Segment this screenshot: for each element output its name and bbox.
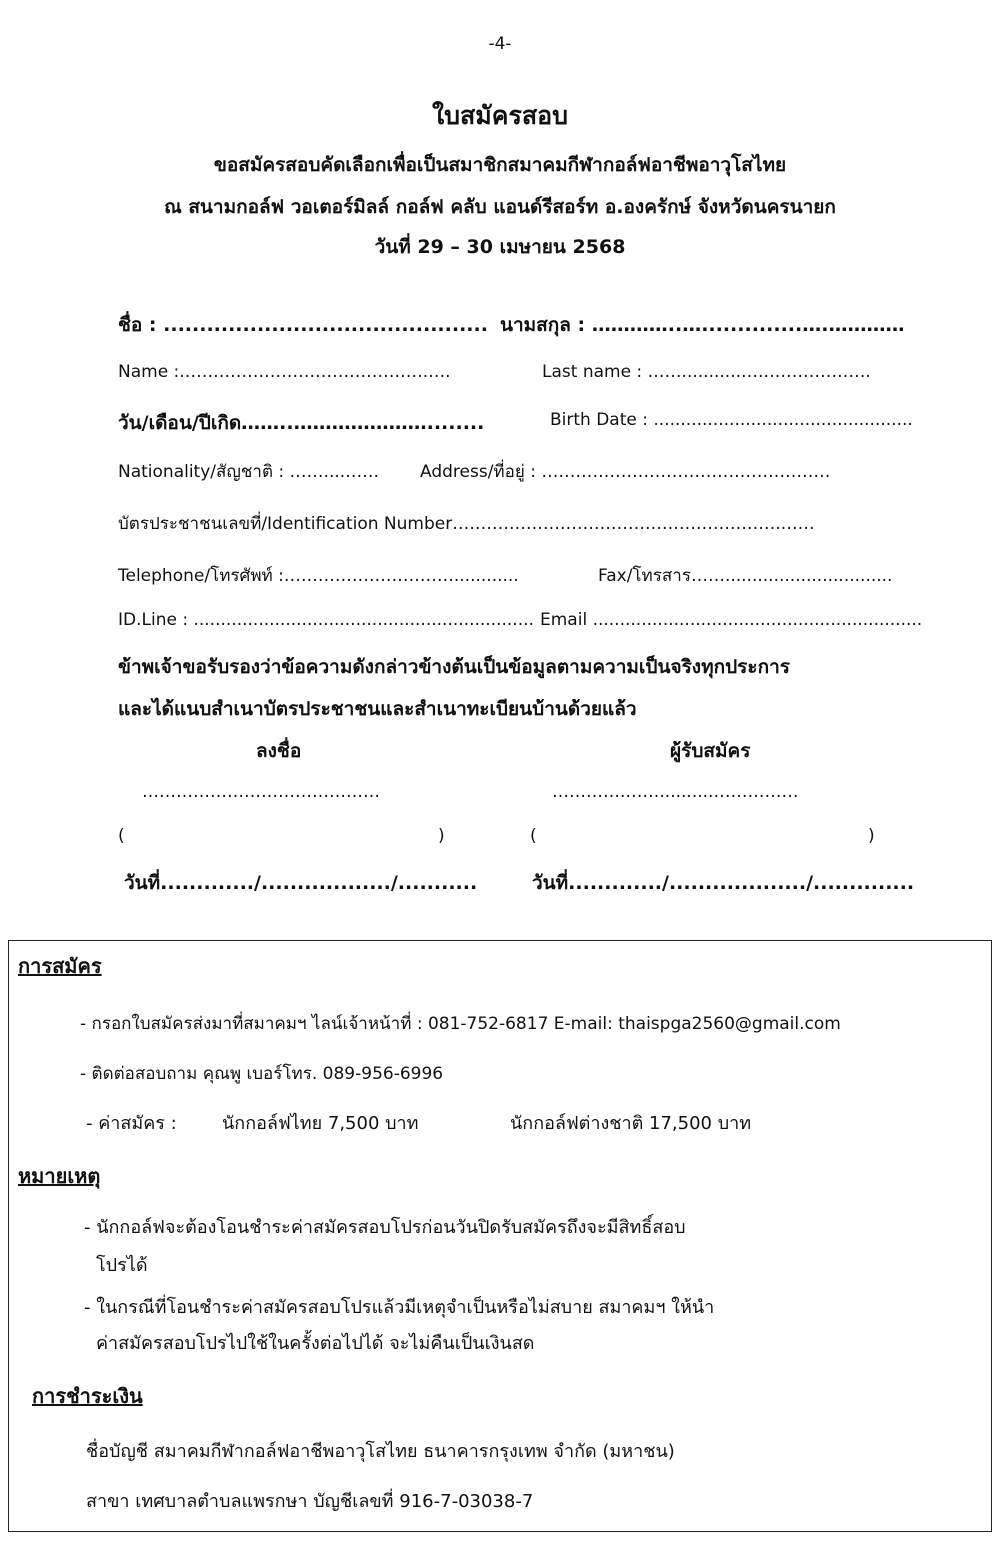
fee-foreign: นักกอล์ฟต่างชาติ 17,500 บาท (510, 1113, 752, 1134)
note-line-1: - นักกอล์ฟจะต้องโอนชำระค่าสมัครสอบโปรก่อนวันปิดรับสมัครถึงจะมีสิทธิ์สอบ (84, 1217, 686, 1238)
subtitle-line-3: วันที่ 29 – 30 เมษายน 2568 (374, 236, 626, 258)
id-number-field[interactable]: บัตรประชาชนเลขที่/Identification Number………………………………………………….…… (118, 514, 815, 534)
fee-thai: นักกอล์ฟไทย 7,500 บาท (222, 1113, 419, 1134)
telephone-field[interactable]: Telephone/โทรศัพท์ :…………………………............ (118, 566, 519, 586)
payment-heading: การชำระเงิน (32, 1384, 143, 1408)
last-name-en-field[interactable]: Last name : ……...........….………………. (542, 362, 871, 382)
last-name-th-field[interactable]: นามสกุล : …………..…..............….………… (500, 314, 905, 336)
form-title: ใบสมัครสอบ (431, 101, 569, 130)
payment-branch: สาขา เทศบาลตำบลแพรกษา บัญชีเลขที่ 916-7-03038-7 (86, 1491, 534, 1512)
apply-item-2: - ติดต่อสอบถาม คุณพู เบอร์โทร. 089-956-6996 (80, 1064, 444, 1084)
apply-heading: การสมัคร (18, 954, 102, 978)
payment-account: ชื่อบัญชี สมาคมกีฬากอล์ฟอาชีพอาวุโสไทย ธนาคารกรุงเทพ จำกัด (มหาชน) (86, 1441, 675, 1462)
apply-item-1: - กรอกใบสมัครส่งมาที่สมาคมฯ ไลน์เจ้าหน้าที่ : 081-752-6817 E-mail: thaispga2560@gmail.com (80, 1014, 841, 1034)
birth-date-th-field[interactable]: วัน/เดือน/ปีเกิด……..…………………........ (118, 412, 485, 434)
receiver-label: ผู้รับสมัคร (670, 740, 751, 762)
first-name-en-field[interactable]: Name :.…………………………………….…. (118, 362, 451, 382)
applicant-date-field[interactable]: วันที่............./................../........... (124, 872, 478, 894)
nationality-field[interactable]: Nationality/สัญชาติ : ……....…… (118, 462, 380, 482)
address-field[interactable]: Address/ที่อยู่ : …………………………………………… (420, 462, 831, 482)
line-id-field[interactable]: ID.Line : ............................................................... (118, 610, 534, 630)
receiver-name-paren-close: ) (868, 826, 875, 846)
applicant-signature-line[interactable]: …………………………………… (142, 782, 380, 802)
first-name-th-field[interactable]: ชื่อ : ............................................. (118, 314, 488, 336)
page-number: -4- (488, 34, 512, 54)
subtitle-line-2: ณ สนามกอล์ฟ วอเตอร์มิลล์ กอล์ฟ คลับ แอนด์รีสอร์ท อ.องครักษ์ จังหวัดนครนายก (164, 196, 836, 218)
sign-label: ลงชื่อ (256, 740, 302, 762)
receiver-date-field[interactable]: วันที่............./.................../.............. (532, 872, 915, 894)
email-field[interactable]: Email ............................................................. (540, 610, 923, 630)
notes-heading: หมายเหตุ (18, 1164, 101, 1188)
certify-line-2: และได้แนบสำเนาบัตรประชาชนและสำเนาทะเบียนบ้านด้วยแล้ว (118, 698, 637, 720)
birth-date-en-field[interactable]: Birth Date : ................................................ (550, 410, 913, 430)
receiver-signature-line[interactable]: ………….……..........…………… (552, 782, 799, 802)
subtitle-line-1: ขอสมัครสอบคัดเลือกเพื่อเป็นสมาชิกสมาคมกีฬากอล์ฟอาชีพอาวุโสไทย (213, 154, 787, 176)
note-line-3: - ในกรณีที่โอนชำระค่าสมัครสอบโปรแล้วมีเหตุจำเป็นหรือไม่สบาย สมาคมฯ ให้นำ (84, 1297, 715, 1318)
note-line-2: โปรได้ (96, 1255, 148, 1276)
applicant-name-paren-open: ( (118, 826, 125, 846)
note-line-4: ค่าสมัครสอบโปรไปใช้ในครั้งต่อไปได้ จะไม่คืนเป็นเงินสด (96, 1333, 535, 1354)
certify-line-1: ข้าพเจ้าขอรับรองว่าข้อความดังกล่าวข้างต้นเป็นข้อมูลตามความเป็นจริงทุกประการ (118, 656, 790, 678)
fax-field[interactable]: Fax/โทรสาร……............................... (598, 566, 893, 586)
applicant-name-paren-close: ) (438, 826, 445, 846)
fee-label: - ค่าสมัคร : (86, 1113, 177, 1134)
receiver-name-paren-open: ( (530, 826, 537, 846)
